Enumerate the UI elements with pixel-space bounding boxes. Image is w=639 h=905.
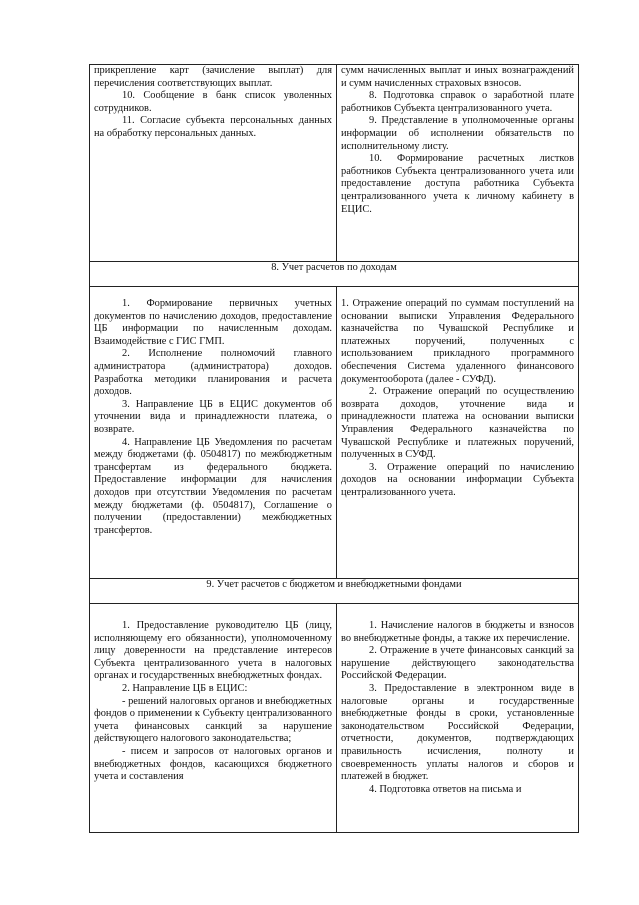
cell-content (337, 287, 578, 500)
section-title: 9. Учет расчетов с бюджетом и внебюджетными фондами (206, 579, 462, 590)
paragraph: - решений налоговых органов и внебюджетных фондов о применении к Субъекту централизованного учета финансовых санкций за нарушение действующего налогового законодательства; (94, 695, 332, 745)
paragraph: 2. Отражение операций по осуществлению возврата доходов, уточнение вида и принадлежности платежа на основании выписки Управления Федерального казначейства по Чувашской Республике и платежных поручений, полученных в СУФД. (341, 386, 574, 461)
table-row (90, 604, 579, 833)
cell-content (90, 65, 336, 141)
paragraph: - писем и запросов от налоговых органов и внебюджетных фондов, касающихся бюджетного учета и составления (94, 745, 332, 783)
section-header-row (90, 262, 579, 287)
paragraph: 1. Предоставление руководителю ЦБ (лицу, исполняющему его обязанности), уполномоченному лицу доверенности на представление интересов Субъекта централизованного учета в налоговых органах и государственных внебюджетных фондах. (94, 620, 332, 682)
paragraph: 4. Направление ЦБ Уведомления по расчетам между бюджетами (ф. 0504817) по межбюджетным трансфертам из федерального бюджета. Предоставление информации для начисления доходов при отсутствии Уведомления по расчетам между бюджетами (ф. 0504817), Соглашение о получении (предоставлении) межбюджетных трансфертов. (94, 436, 332, 536)
paragraph: 2. Направление ЦБ в ЕЦИС: (122, 682, 248, 694)
paragraph: 3. Предоставление в электронном виде в налоговые органы и государственные внебюджетные фонды в сроки, установленные законодательством Российской Федерации, отчетности, документов, подтверждающих правильность исчисления, полноту и своевременность уплаты налогов и сборов и платежей в бюджет. (341, 682, 574, 783)
cell-content (337, 65, 578, 216)
right-cell (337, 604, 579, 833)
paragraph: 2. Исполнение полномочий главного администратора (администратора) доходов. Разработка методики планирования и расчета доходов. (94, 348, 332, 398)
left-cell (90, 604, 337, 833)
paragraph: 1. Отражение операций по суммам поступлений на основании выписки Управления Федерального казначейства по Чувашской Республике и платежных поручений, полученных с использованием прикладного программного обеспечения Система удаленного финансового документооборота (далее - СУФД). (341, 298, 574, 385)
paragraph: 10. Сообщение в банк список уволенных сотрудников. (94, 90, 332, 114)
section-header (90, 262, 579, 287)
responsibility-table (89, 64, 579, 833)
left-cell (90, 287, 337, 579)
cell-content (90, 287, 336, 537)
section-header (90, 579, 579, 604)
paragraph: 2. Отражение в учете финансовых санкций за нарушение действующего законодательства Российской Федерации. (341, 645, 574, 682)
paragraph: 1. Начисление налогов в бюджеты и взносов во внебюджетные фонды, а также их перечисление. (341, 620, 574, 644)
table-row (90, 287, 579, 579)
paragraph: 8. Подготовка справок о заработной плате работников Субъекта централизованного учета. (341, 90, 574, 114)
cell-content (337, 604, 578, 796)
right-cell (337, 287, 579, 579)
paragraph: 10. Формирование расчетных листков работников Субъекта централизованного учета или предоставление доступа работника Субъекта централизованного учета к личному кабинету в ЕЦИС. (341, 153, 574, 215)
paragraph: 1. Формирование первичных учетных документов по начислению доходов, предоставление ЦБ информации по начисленным доходам. Взаимодействие с ГИС ГМП. (94, 298, 332, 347)
section-title: 8. Учет расчетов по доходам (271, 262, 397, 273)
table-row (90, 65, 579, 262)
right-cell (337, 65, 579, 262)
paragraph: сумм начисленных выплат и иных вознаграждений и сумм начисленных страховых взносов. (341, 65, 574, 89)
paragraph: 9. Представление в уполномоченные органы информации об исполнении обязательств по исполнительному листу. (341, 115, 574, 152)
paragraph: 3. Отражение операций по начислению доходов на основании информации Субъекта централизованного учета. (341, 461, 574, 498)
paragraph: 4. Подготовка ответов на письма и (369, 783, 522, 795)
left-cell (90, 65, 337, 262)
paragraph: прикрепление карт (зачисление выплат) для перечисления соответствующих выплат. (94, 65, 332, 89)
paragraph: 3. Направление ЦБ в ЕЦИС документов об уточнении вида и принадлежности платежа, о возврате. (94, 398, 332, 435)
section-header-row (90, 579, 579, 604)
paragraph: 11. Согласие субъекта персональных данных на обработку персональных данных. (94, 115, 332, 139)
cell-content (90, 604, 336, 784)
